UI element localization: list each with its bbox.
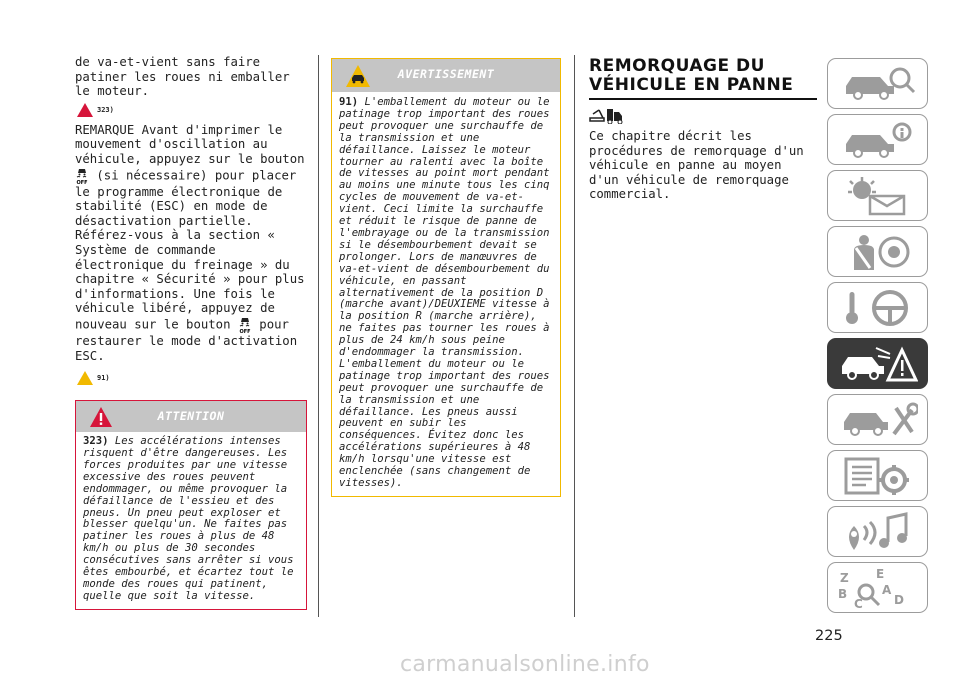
lights-message-icon	[838, 176, 918, 216]
svg-text:C: C	[854, 597, 863, 608]
tow-truck-icon	[589, 106, 629, 124]
tab-emergency[interactable]	[827, 338, 928, 389]
car-breakdown-warning-icon	[838, 344, 918, 384]
warning-content	[332, 92, 560, 496]
tab-multimedia[interactable]	[827, 506, 928, 557]
attention-box	[75, 400, 307, 610]
svg-text:Z: Z	[840, 571, 849, 585]
seatbelt-airbag-icon	[838, 232, 918, 272]
esc-off-button-icon	[75, 167, 89, 185]
alphabetical-index-icon	[838, 568, 918, 608]
warning-banner	[332, 59, 560, 92]
warning-text: L'emballement du moteur ou le patinage trop important des roues peut provoquer une surchauffe de la transmission et une défaillance. Laissez le moteur tourner au ralenti avec la boîte de vitesses au point mort pendant au moins une minute tous les cinq cycles de mouvement de va-et-vient. Ceci limite la surchauffe et réduit le risque de panne de l'embrayage ou de la transmission si le désembourbement devait se prolonger. Lors de manœuvres de va-et-vient de désembourbement du véhicule, en passant alternativement de la position D (marche avant)/DEUXIEME vitesse à la position R (marche arrière), ne faites pas tourner les roues à plus de 24 km/h sous peine d'endommager la transmission. L'emballement du moteur ou le patinage trop important des roues peut provoquer une surchauffe de la transmission et une défaillance. Les pneus aussi peuvent en subir les conséquences. Évitez donc les accélérations supérieures à 48 km/h lorsqu'une vitesse est enclenchée (sans changement de vitesses).	[339, 96, 550, 489]
warning-reference-number: 91)	[97, 374, 110, 383]
attention-triangle-icon	[77, 103, 93, 117]
svg-text:OFF: OFF	[76, 179, 88, 185]
multimedia-icon	[838, 512, 918, 552]
warning-box	[331, 58, 561, 497]
attention-reference-number: 323)	[97, 105, 114, 114]
car-wrench-icon	[838, 400, 918, 440]
remarque-text-b: (si nécessaire) pour placer le programme électronique de stabilité (ESC) en mode de désactivation partielle. Référez-vous à la section « Système de commande électronique du freinage » du chapitre « Sécurité » pour plus d'informations. Une fois le véhicule libéré, appuyez de nouveau sur le bouton	[75, 168, 305, 332]
section-heading-line1: REMORQUAGE DU	[589, 56, 765, 76]
tab-car-key[interactable]	[827, 114, 928, 165]
tab-index[interactable]	[827, 562, 928, 613]
attention-banner	[76, 401, 306, 432]
page-number: 225	[815, 628, 843, 644]
section-heading	[589, 57, 817, 95]
left-column	[75, 55, 307, 610]
section-heading-line2: VÉHICULE EN PANNE	[589, 75, 794, 95]
warning-triangle-icon	[77, 371, 93, 385]
attention-title: ATTENTION	[157, 409, 225, 424]
heading-underline	[589, 98, 817, 100]
remarque-text-a: REMARQUE Avant d'imprimer le mouvement d'oscillation au véhicule, appuyez sur le bouton	[75, 122, 305, 166]
tab-start-drive[interactable]	[827, 282, 928, 333]
tab-lights-messages[interactable]	[827, 170, 928, 221]
svg-text:D: D	[894, 593, 904, 607]
car-info-icon	[838, 64, 918, 104]
intro-text: de va-et-vient sans faire patiner les roues ni emballer le moteur.	[75, 55, 290, 99]
warning-number: 91)	[339, 96, 359, 108]
section-body: Ce chapitre décrit les procédures de remorquage d'un véhicule en panne au moyen d'un véhicule de remorquage commercial.	[589, 129, 804, 202]
column-divider	[574, 55, 575, 617]
attention-number: 323)	[83, 435, 109, 448]
svg-text:OFF: OFF	[239, 328, 251, 334]
middle-column	[331, 58, 561, 497]
key-steering-wheel-icon	[838, 288, 918, 328]
car-key-icon	[838, 120, 918, 160]
tab-specifications[interactable]	[827, 450, 928, 501]
watermark: carmanualsonline.info	[400, 652, 650, 677]
svg-text:E: E	[876, 568, 885, 581]
tab-car-info[interactable]	[827, 58, 928, 109]
right-column	[589, 57, 817, 202]
warning-reference	[77, 371, 307, 385]
warning-title: AVERTISSEMENT	[397, 67, 495, 81]
attention-content	[76, 432, 306, 609]
svg-text:A: A	[882, 583, 892, 597]
attention-text: Les accélérations intenses risquent d'être dangereuses. Les forces produites par une vitesse excessive des roues peuvent endommager, ou même provoquer la défaillance de l'essieu et des pneus. Un pneu peut exploser et blesser quelqu'un. Ne faites pas patiner les roues à plus de 48 km/h ou plus de 30 secondes consécutives sans arrêter si vous êtes embourbé, et écartez tout le monde des roues qui patinent, quelle que soit la vitesse.	[83, 435, 294, 602]
specifications-icon	[838, 456, 918, 496]
esc-off-button-icon	[238, 316, 252, 334]
svg-text:B: B	[838, 587, 848, 601]
column-divider	[318, 55, 319, 617]
remarque-text-c: pour restaurer le mode d'activation ESC.	[75, 317, 298, 363]
tab-safety[interactable]	[827, 226, 928, 277]
attention-reference	[77, 103, 307, 117]
remarque-paragraph	[75, 123, 307, 363]
tab-servicing[interactable]	[827, 394, 928, 445]
